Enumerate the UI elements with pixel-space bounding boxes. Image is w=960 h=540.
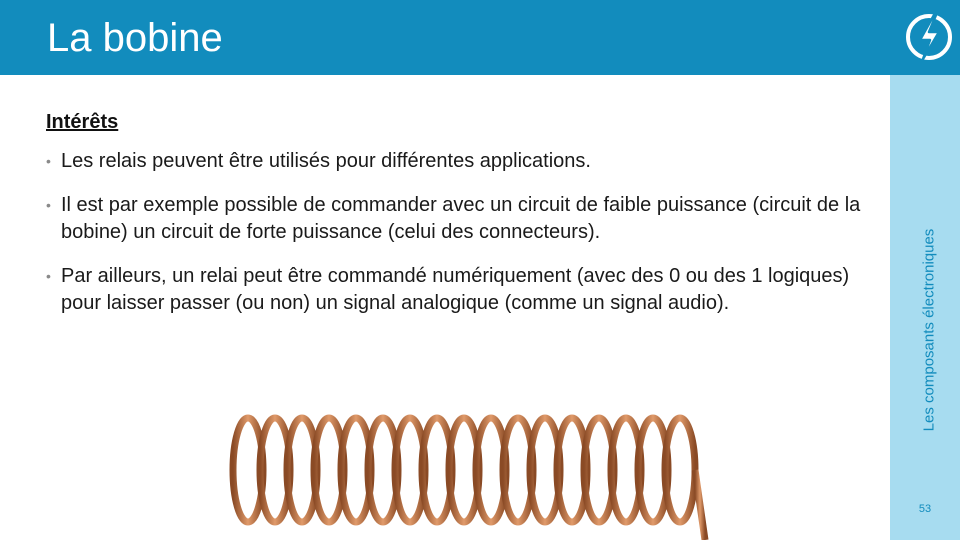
title-bar — [0, 0, 890, 75]
slide-title: La bobine — [47, 16, 223, 60]
coil-lead-right — [695, 470, 705, 540]
lightning-bolt-icon — [903, 11, 955, 63]
bullet-marker: • — [46, 268, 51, 284]
bullet-marker: • — [46, 153, 51, 169]
bullet-item — [46, 192, 866, 246]
bullet-marker: • — [46, 197, 51, 213]
bullet-text: Par ailleurs, un relai peut être commandé numériquement (avec des 0 ou des 1 logiques) pour laisser passer (ou non) un signal analogique (comme un signal audio). — [61, 265, 850, 314]
bullet-item — [46, 263, 866, 317]
copper-coil-image — [218, 405, 718, 540]
bullet-list — [46, 148, 866, 334]
side-panel-header — [890, 0, 960, 75]
bullet-item — [46, 148, 866, 175]
section-heading: Intérêts — [46, 111, 119, 133]
bullet-text: Il est par exemple possible de commander avec un circuit de faible puissance (circuit de la bobine) un circuit de forte puissance (celui des connecteurs). — [61, 194, 861, 243]
side-vertical-label: Les composants électroniques — [920, 228, 938, 432]
page-number: 53 — [918, 503, 932, 515]
bullet-text: Les relais peuvent être utilisés pour différentes applications. — [61, 150, 591, 172]
